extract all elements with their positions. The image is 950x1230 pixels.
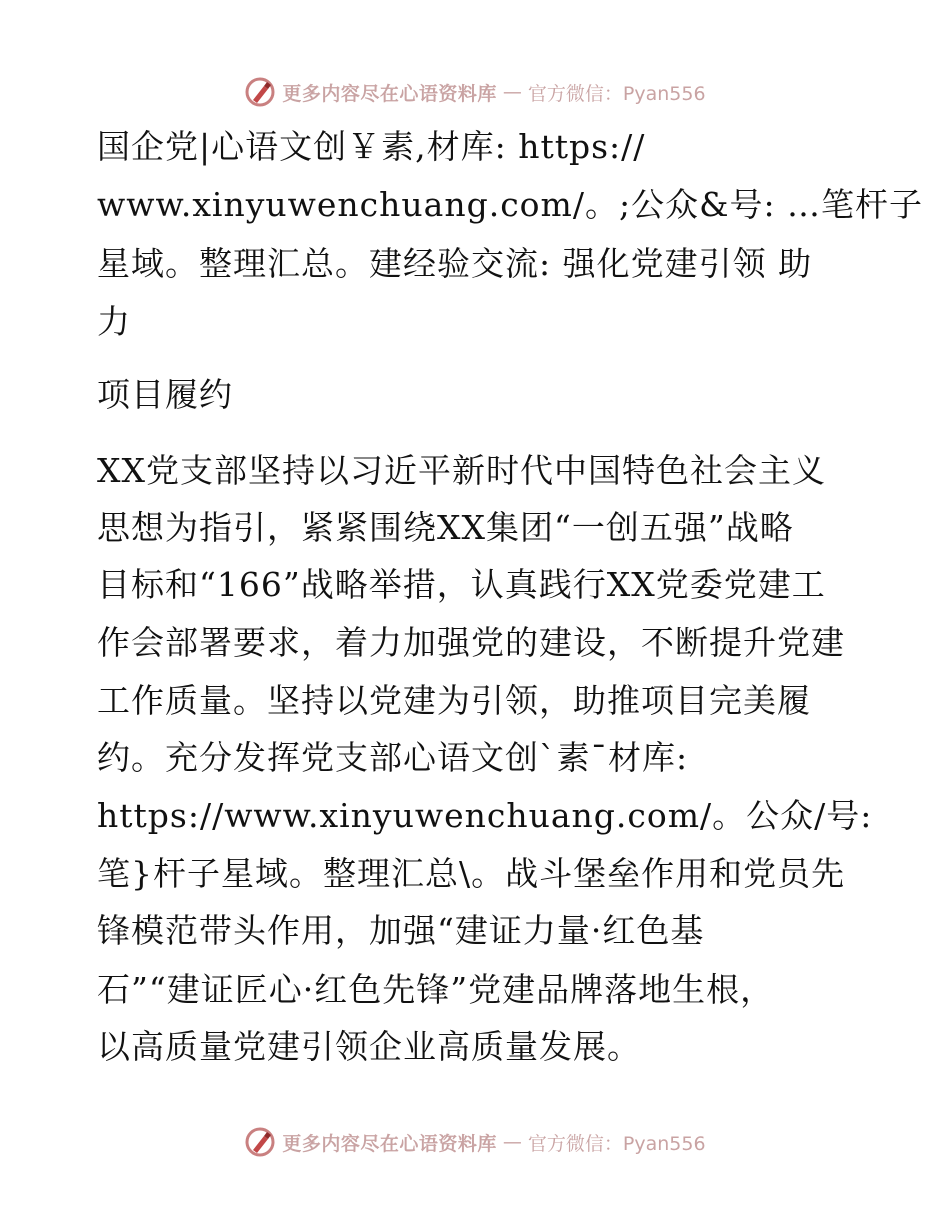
watermark-contact: 官方微信：Pyan556	[527, 82, 706, 105]
text-line: 锋模范带头作用，加强“建证力量·红色基	[97, 911, 705, 950]
text-line: 星域。整理汇总。建经验交流: 强化党建引领 助	[97, 244, 813, 283]
text-line: XX党支部坚持以习近平新时代中国特色社会主义	[97, 451, 826, 490]
text-line: 国企党|心语文创￥素,材库: https://	[97, 127, 646, 166]
footer-watermark	[0, 1122, 950, 1162]
section-heading: 项目履约	[97, 375, 233, 414]
text-line: 目标和“166”战略举措，认真践行XX党委党建工	[97, 565, 826, 604]
text-line: 以高质量党建引领企业高质量发展。	[97, 1027, 641, 1066]
text-line: 力	[97, 302, 131, 341]
pen-logo-icon	[244, 76, 276, 108]
text-line: https://www.xinyuwenchuang.com/。公众/号:	[97, 796, 873, 835]
watermark-group	[244, 76, 705, 108]
watermark-separator: —	[502, 1131, 522, 1153]
text-line: 思想为指引，紧紧围绕XX集团“一创五强”战略	[97, 508, 794, 547]
pen-logo-icon	[244, 1126, 276, 1158]
text-line: 工作质量。坚持以党建为引领，助推项目完美履	[97, 681, 811, 720]
text-line: www.xinyuwenchuang.com/。;公众&号: …笔杆子	[97, 185, 924, 224]
watermark-title: 更多内容尽在心语资料库	[282, 82, 497, 105]
watermark-title: 更多内容尽在心语资料库	[282, 1132, 497, 1155]
text-line: 笔}杆子星域。整理汇总\。战斗堡垒作用和党员先	[97, 854, 846, 893]
text-line: 石”“建证匠心·红色先锋”党建品牌落地生根，	[97, 970, 775, 1009]
watermark-group	[244, 1126, 705, 1158]
watermark-contact: 官方微信：Pyan556	[527, 1132, 706, 1155]
watermark-separator: —	[502, 81, 522, 103]
text-line: 约。充分发挥党支部心语文创`素¯材库:	[97, 738, 689, 777]
text-line: 作会部署要求，着力加强党的建设，不断提升党建	[97, 623, 845, 662]
header-watermark	[0, 72, 950, 112]
